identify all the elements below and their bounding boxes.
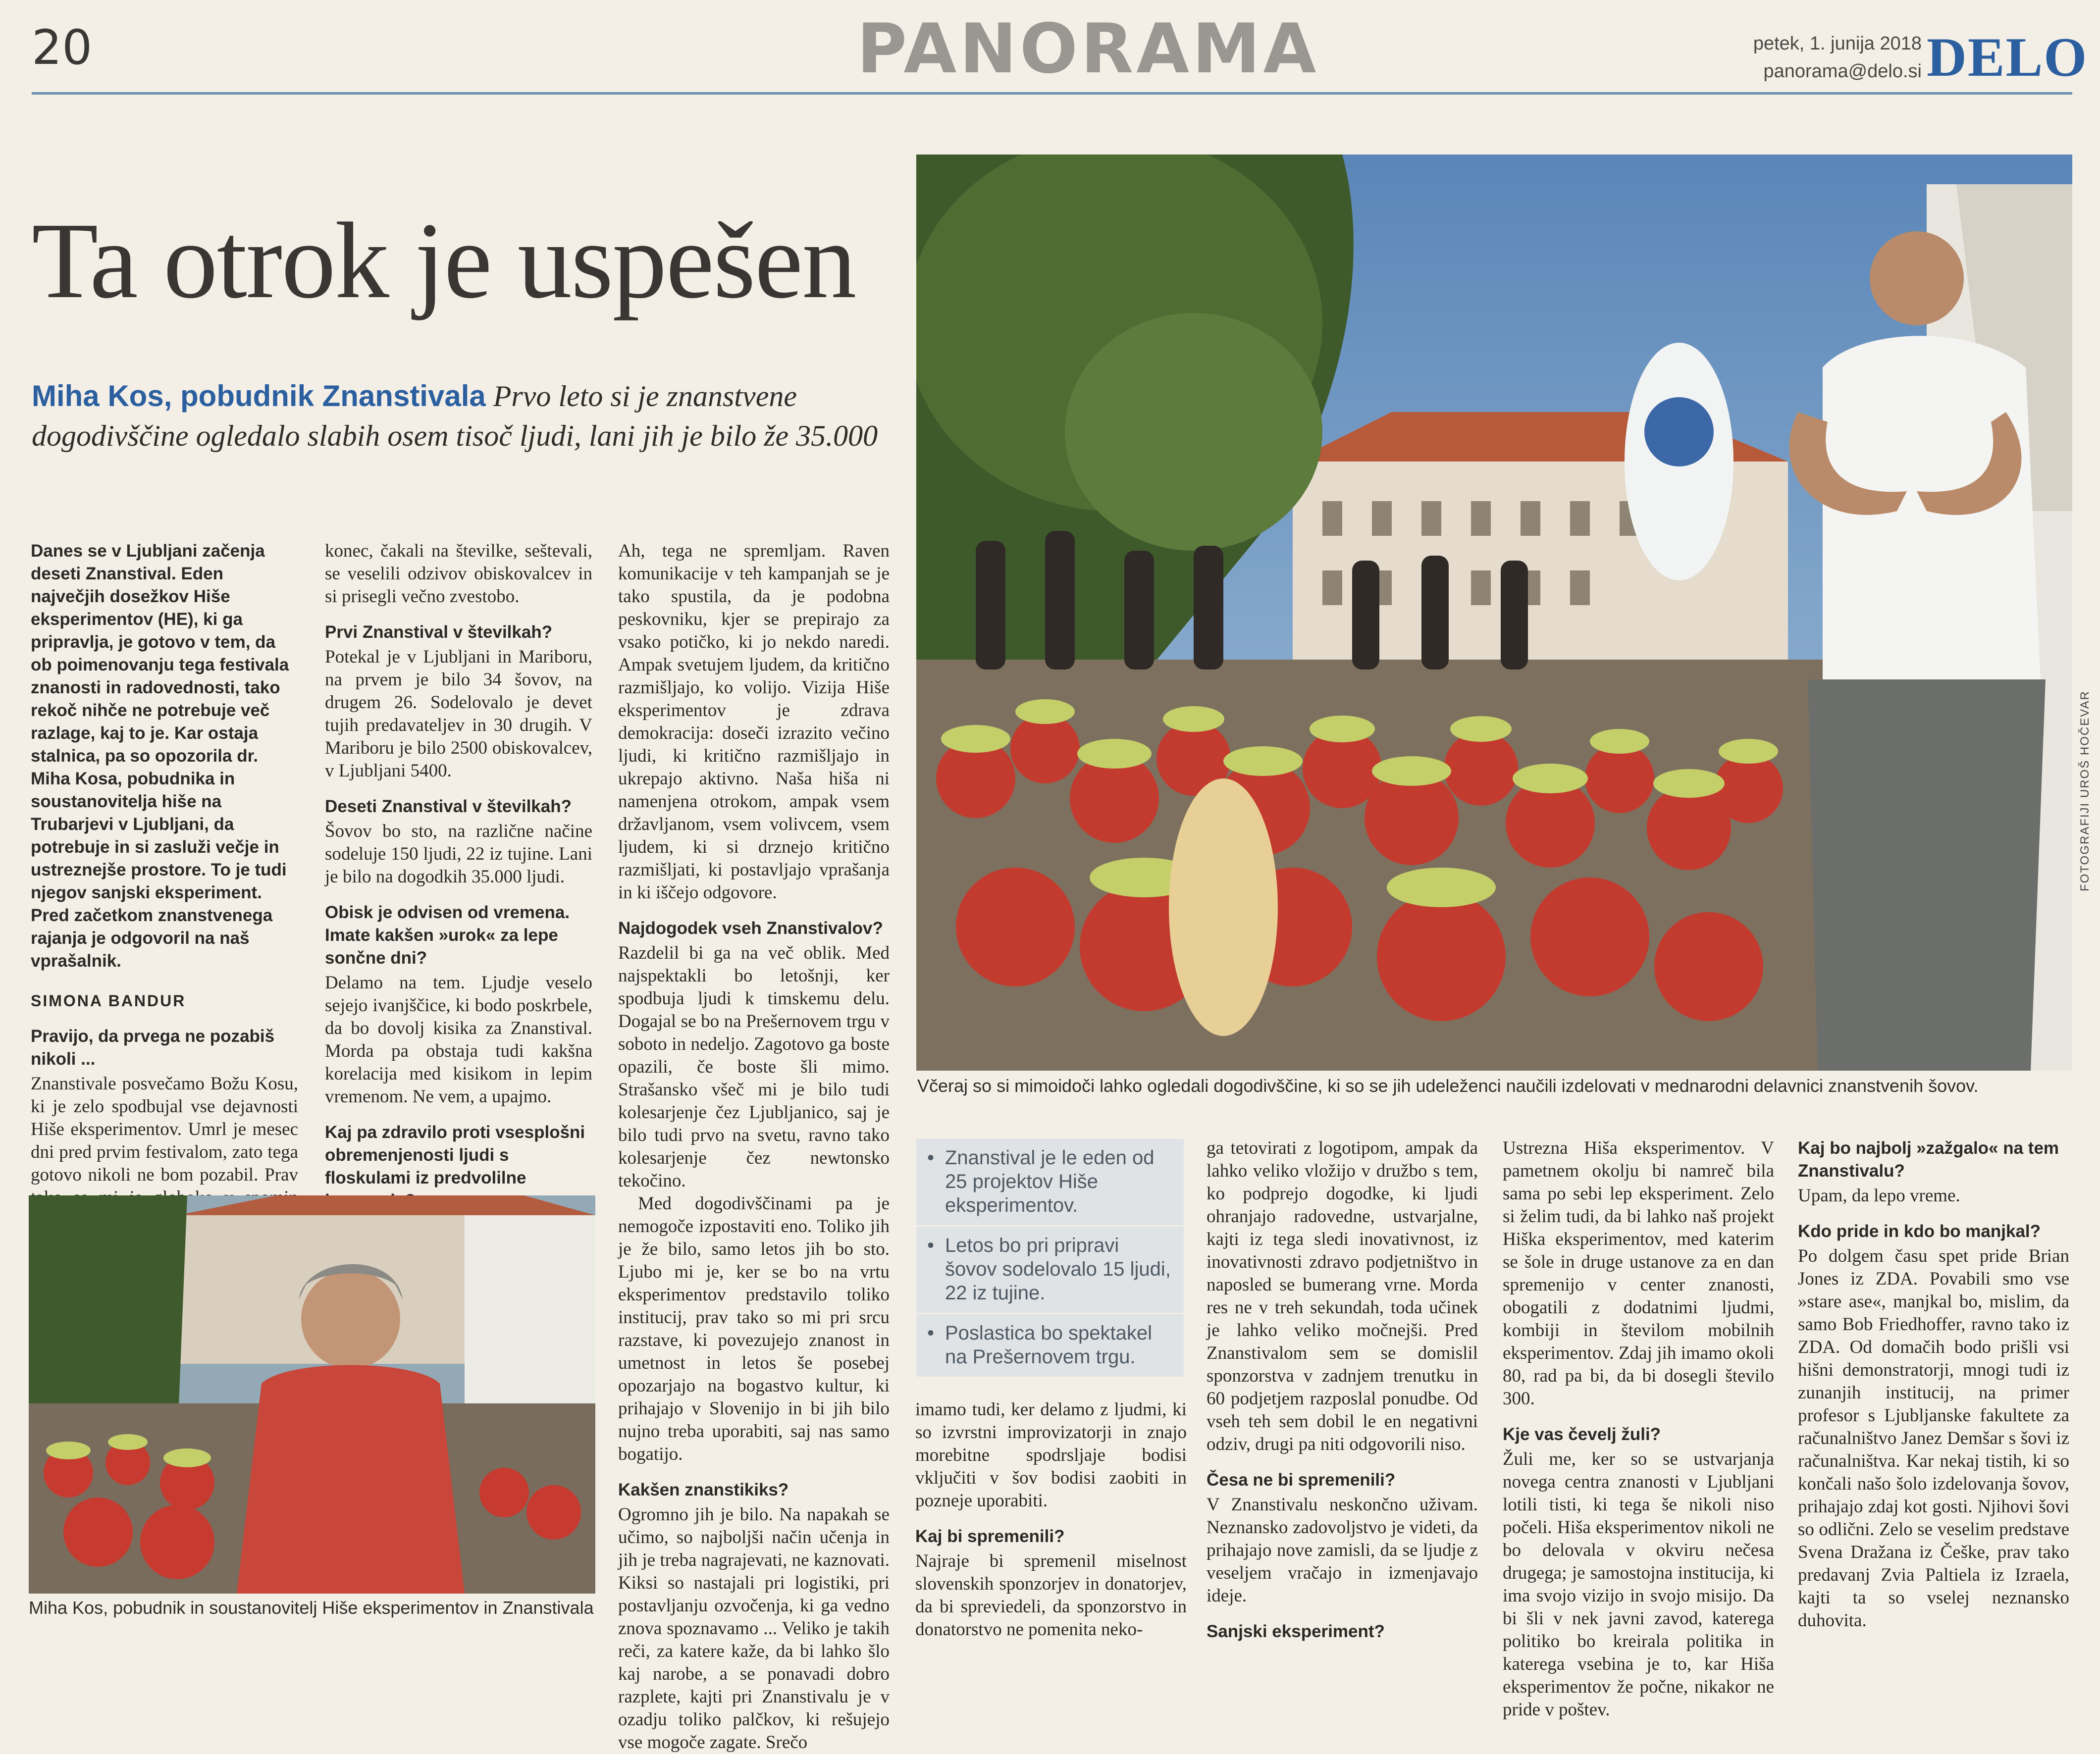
- fact-item: [916, 1139, 1184, 1227]
- question: Česa ne bi spremenili?: [1207, 1470, 1396, 1490]
- fact-text: Znanstival je le eden od 25 projektov Hiše eksperimentov.: [945, 1147, 1155, 1216]
- subhead-deck: Prvo leto si je znanstvene dogodivščine ogledalo slabih osem tisoč ljudi, lani jih je bilo že 35.000: [32, 380, 878, 452]
- question: Pravijo, da prvega ne pozabiš nikoli ...: [31, 1027, 275, 1069]
- fact-text: Poslastica bo spektakel na Prešernovem trgu.: [945, 1322, 1153, 1368]
- answer: Znanstivale posvečamo Božu Kosu, ki je zelo spodbujal vse dejavnosti Hiše eksperimentov. Umrl je mesec dni pred prvim festivalom, zato tega gotovo nikoli ne bom pozabil. Prav: [31, 1074, 298, 1185]
- bullet-icon: •: [927, 1235, 935, 1256]
- answer: V Znanstivalu neskončno uživam. Neznansko zadovoljstvo je videti, da prihajajo nove zamisli, da se ljudje z veseljem vračajo in izmenjavajo ideje.: [1207, 1495, 1478, 1606]
- issue-date: petek, 1. junija 2018: [1753, 33, 1922, 54]
- fact-text: Letos bo pri pripravi šovov sodelovalo 15 ljudi, 22 iz tujine.: [945, 1235, 1171, 1304]
- answer: ga tetovirati z logotipom, ampak da lahko veliko vložijo v družbo s tem, ko podprejo dogodke, ki ljudi ohranjajo radovedne, ustvarjalne, kajti iz tega sledi inovativnost, iz inovativnosti zdravo podjetništvo in naposled se bumerang vrne. Morda res ne v treh sekundah, toda učinek je lahko veliko močnejši. Pred Znanstivalom sem se domislil sponzorstva v zadnjem trenutku in 60 podjetjem razposlal ponudbe. Od vseh teh sem dobil le en negativni odziv, drugi pa niti odgovorili niso.: [1207, 1138, 1478, 1454]
- question: Kdo pride in kdo bo manjkal?: [1798, 1222, 2041, 1241]
- column-1: [31, 540, 298, 1278]
- fact-item: [916, 1227, 1184, 1314]
- fact-item: [916, 1314, 1184, 1377]
- main-photo-caption: Včeraj so si mimoidoči lahko ogledali dogodivščine, ki so se jih udeleženci naučili izdelovati v mednarodni delavnici znanstvenih šovov.: [917, 1076, 1979, 1096]
- headline: Ta otrok je uspešen: [32, 200, 856, 321]
- answer: Delamo na tem. Ljudje veselo sejejo ivanjščice, ki bodo poskrbele, da bo dovolj kisika za Znanstival. Morda pa obstaja tudi kakšna korelacija med kisikom in lepim vremenom. Ne vem, a upajmo.: [325, 973, 592, 1107]
- bullet-icon: •: [927, 1147, 935, 1169]
- dateline: [1694, 30, 1922, 85]
- header-rule: [32, 92, 2072, 95]
- column-6: [1503, 1137, 1774, 1721]
- column-7: [1798, 1137, 2069, 1632]
- answer: Med dogodivščinami pa je nemogoče izpostaviti eno. Toliko jih je že bilo, samo letos jih bo sto. Ljubo mi je, ker se bo na vrtu eksperimentov predstavilo toliko institucij, prav tako so mi pri srcu razstave, ki povezujejo znanost in umetnost in letos še posebej opozarjajo na bogastvo kultur, ki prihajajo v Slovenijo in bi jih bilo nujno treba uporabiti, saj nas samo bogatijo.: [618, 1193, 890, 1464]
- answer: Potekal je v Ljubljani in Mariboru, na prvem je bilo 34 šovov, na drugem 26. Sodelovalo je devet tujih predavateljev in 30 drugih. V Mariboru je bilo 2500 obiskovalcev, v Ljubljani 5400.: [325, 647, 592, 781]
- fact-box: [916, 1139, 1184, 1377]
- question: Kaj bo najbolj »zažgalo« na tem Znanstivalu?: [1798, 1138, 2059, 1181]
- bullet-icon: •: [927, 1322, 935, 1344]
- column-3: [618, 540, 890, 1754]
- answer: Upam, da lepo vreme.: [1798, 1186, 1960, 1206]
- newspaper-logo: DELO: [1927, 27, 2088, 88]
- question: Najdogodek vseh Znanstivalov?: [618, 919, 883, 938]
- section-title: PANORAMA: [857, 9, 1319, 89]
- answer: imamo tudi, ker delamo z ljudmi, ki so izvrstni improvizatorji in znajo morebitne spodrsljaje bodisi vključiti v šov bodisi zaobiti in pozneje uporabiti.: [915, 1399, 1187, 1511]
- question: Kakšen znanstikiks?: [618, 1480, 789, 1499]
- photo-credit: FOTOGRAFIJI UROŠ HOČEVAR: [2078, 690, 2092, 891]
- answer: Najraje bi spremenil miselnost slovenskih sponzorjev in donatorjev, da bi spreviedeli, da sponzorstvo in donatorstvo ne pomenita neko-: [915, 1551, 1187, 1640]
- question: Obisk je odvisen od vremena. Imate kakšen »urok« za lepe sončne dni?: [325, 903, 570, 968]
- answer: Ogromno jih je bilo. Na napakah se učimo, so najboljši način učenja in jih je treba nagrajevati, ne kaznovati. Kiksi so nastajali pri logistiki, pri postavljanju ozvočenja, ki ga vedno znova spoznavamo ... Veliko je takih reči, za katere kaže, da bi lahko šlo kaj narobe, a se ponavadi dobro razplete, kajti pri Znanstivalu je v ozadju toliko palčkov, ki rešujejo vse mogoče zagate. Srečo: [618, 1504, 890, 1753]
- column-4: [915, 1398, 1187, 1641]
- question: Kje vas čevelj žuli?: [1503, 1425, 1661, 1444]
- question: Kaj pa zdravilo proti vsesplošni obremenjenosti ljudi s floskulami iz predvolilne: [325, 1123, 585, 1187]
- byline: SIMONA BANDUR: [31, 992, 186, 1010]
- answer: Šovov bo sto, na različne načine sodeluje 150 ljudi, 22 iz tujine. Lani je bilo na dogodkih 35.000 ljudi.: [325, 821, 592, 887]
- section-email: panorama@delo.si: [1763, 61, 1922, 82]
- miha-kos-portrait: [29, 1195, 595, 1594]
- subhead: [32, 376, 884, 456]
- festival-crowd-photo: [916, 155, 2072, 1071]
- question: Deseti Znanstival v številkah?: [325, 797, 572, 816]
- portrait-photo: [29, 1195, 595, 1594]
- answer: konec, čakali na številke, seštevali, se veselili odzivov obiskovalcev in si prisegli večno zvestobo.: [325, 541, 592, 607]
- answer: Razdelil bi ga na več oblik. Med najspektakli bo letošnji, ker spodbuja ljudi k timskemu delu. Dogajal se bo na Prešernovem trgu v soboto in nedeljo. Zagotovo ga boste opazili, če boste šli mimo. Strašansko všeč mi je bilo tudi kolesarjenje čez Ljubljanico, saj je bilo tudi prvo na svetu, ravno tako kolesarjenje čez newtonsko tekočino.: [618, 943, 890, 1191]
- answer: Ah, tega ne spremljam. Raven komunikacije v teh kampanjah se je tako spustila, da je podobna peskovniku, kjer se prepirajo za vsako potičko, ki jo nekdo naredi. Ampak svetujem ljudem, da kritično razmišljajo, ko volijo. Vizija Hiše eksperimentov je zdrava demokracija: doseči izrazito večino ljudi, ki kritično razmišljajo in ukrepajo aktivno. Naša hiša ni namenjena otrokom, ampak vsem državljanom, vsem volivcem, vsem ljudem, ki si drznejo kritično razmišljati, ki postavljajo vprašanja in ki iščejo odgovore.: [618, 541, 890, 903]
- question: Sanjski eksperiment?: [1207, 1622, 1385, 1641]
- answer: Žuli me, ker so se ustvarjanja novega centra znanosti v Ljubljani lotili tisti, ki tega še nikoli niso počeli. Hiša eksperimentov nikoli ne bo delovala v okviru nečesa drugega; je samostojna institucija, ki ima svojo vizijo in svojo misijo. Da bi šli v nek javni zavod, katerega politiko bo kreirala politika in katerega vsebina je to, kar Hiša eksperimentov že počne, nikakor ne pride v poštev.: [1503, 1449, 1774, 1720]
- portrait-caption: Miha Kos, pobudnik in soustanovitelj Hiše eksperimentov in Znanstivala: [29, 1598, 594, 1618]
- lead-paragraph: Danes se v Ljubljani začenja deseti Znanstival. Eden največjih dosežkov Hiše eksperimentov (HE), ki ga pripravlja, je gotovo v tem, da ob poimenovanju tega festivala znanosti in radovednosti, tako rekoč nihče ne potrebuje več razlage, kaj to je. Kar ostaja stalnica, pa so opozorila dr. Miha Kosa, pobudnika in soustanovitelja hiše na Trubarjevi v Ljubljani, da potrebuje in si zasluži večje in ustreznejše prostore. To je tudi njegov sanjski eksperiment. Pred začetkom znanstvenega rajanja je odgovoril na naš vprašalnik.: [31, 541, 289, 971]
- answer: Ustrezna Hiša eksperimentov. V pametnem okolju bi namreč bila sama po sebi lep eksperiment. Zelo si želim tudi, da bi lahko naš projekt Hiška eksperimentov, med katerim se šole in druge ustanove za en dan spremenijo v center znanosti, obogatili z dodatnimi ljudmi, kombiji in številom mobilnih eksperimentov. Zdaj jih imamo okoli 80, rad pa bi, da bi dosegli število 300.: [1503, 1138, 1774, 1409]
- subhead-name: Miha Kos, pobudnik Znanstivala: [32, 379, 486, 413]
- answer: Po dolgem času spet pride Brian Jones iz ZDA. Povabili smo vse »stare ase«, manjkal bo, mislim, da samo Bob Friedhoffer, ravno tako iz ZDA. Od domačih bodo prišli vsi hišni demonstratorji, mnogi tudi iz zunanjih institucij, na primer profesor s Ljubljanske fakultete za računalništvo Janez Demšar s šovi iz računalništva. Kar nekaj tistih, ki so končali našo šolo izdelovanja šovov, prihajajo zdaj kot gosti. Njihovi šovi so odlični. Zelo se veselim predstave Svena Dražana iz Češke, prav tako predavanj Zvia Paltiela iz Izraela, kajti ta so vselej neznansko duhovita.: [1798, 1246, 2069, 1631]
- main-photo: [916, 155, 2072, 1071]
- column-2: [325, 540, 592, 1214]
- page-number: 20: [32, 20, 93, 75]
- column-5: [1207, 1137, 1478, 1645]
- question: Prvi Znanstival v številkah?: [325, 622, 553, 642]
- question: Kaj bi spremenili?: [915, 1527, 1065, 1546]
